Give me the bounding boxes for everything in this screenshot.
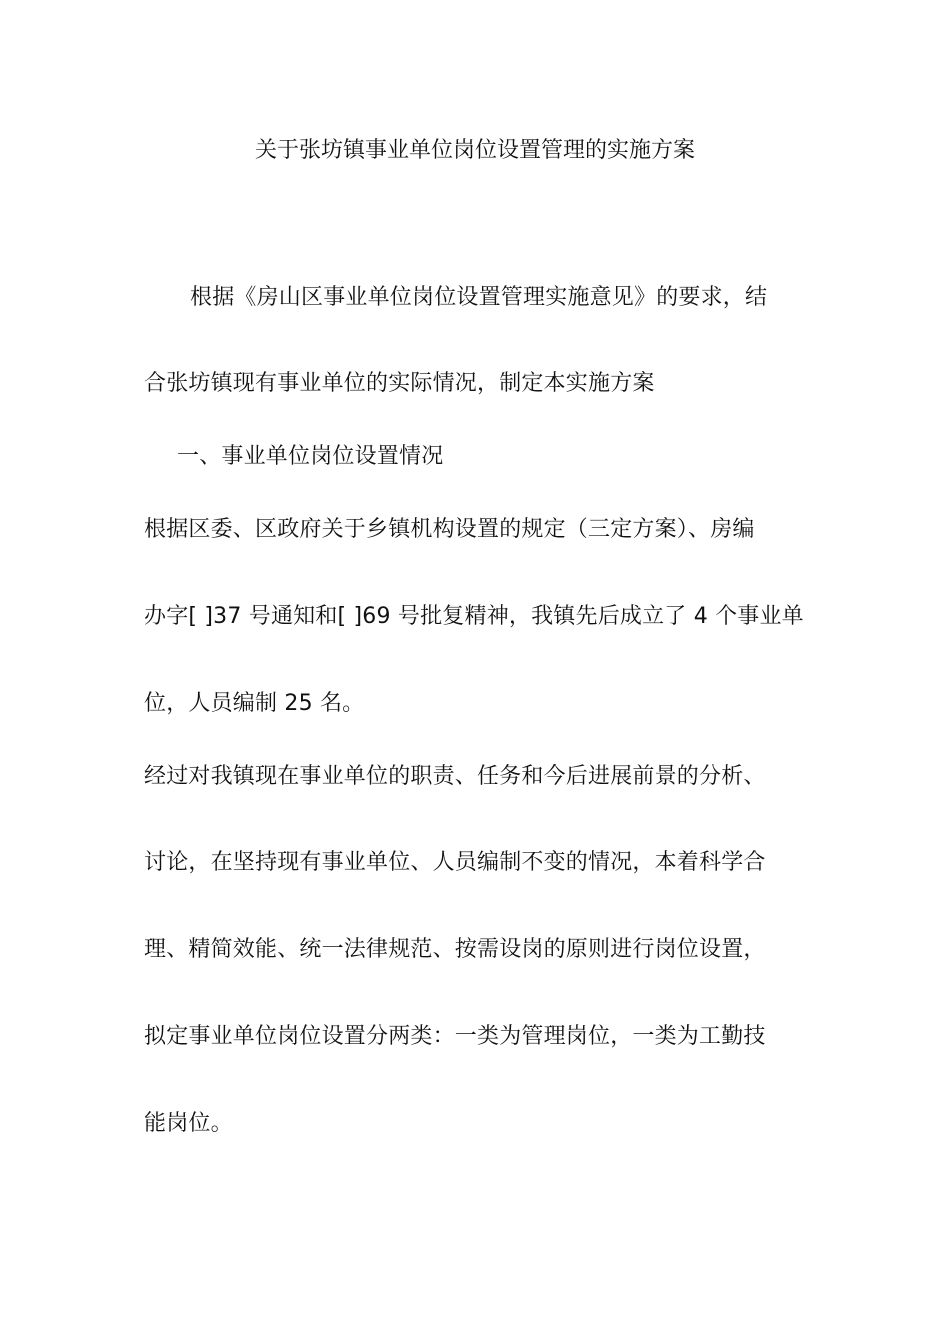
paragraph-line: 根据《房山区事业单位岗位设置管理实施意见》的要求，结: [190, 285, 768, 310]
paragraph-line: 能岗位。: [144, 1111, 233, 1136]
document-title: 关于张坊镇事业单位岗位设置管理的实施方案: [254, 138, 695, 163]
paragraph-line: 拟定事业单位岗位设置分两类：一类为管理岗位，一类为工勤技: [144, 1024, 766, 1049]
paragraph-line: 位，人员编制 25 名。: [144, 691, 365, 716]
paragraph-line: 理、精简效能、统一法律规范、按需设岗的原则进行岗位设置，: [144, 937, 766, 962]
paragraph-line: 讨论，在坚持现有事业单位、人员编制不变的情况，本着科学合: [144, 850, 766, 875]
section-heading: 一、事业单位岗位设置情况: [177, 444, 444, 469]
paragraph-line: 办字[ ]37 号通知和[ ]69 号批复精神，我镇先后成立了 4 个事业单: [144, 604, 804, 629]
paragraph-line: 合张坊镇现有事业单位的实际情况，制定本实施方案: [144, 371, 655, 396]
paragraph-line: 经过对我镇现在事业单位的职责、任务和今后进展前景的分析、: [144, 764, 766, 789]
paragraph-line: 根据区委、区政府关于乡镇机构设置的规定（三定方案）、房编: [144, 517, 755, 542]
